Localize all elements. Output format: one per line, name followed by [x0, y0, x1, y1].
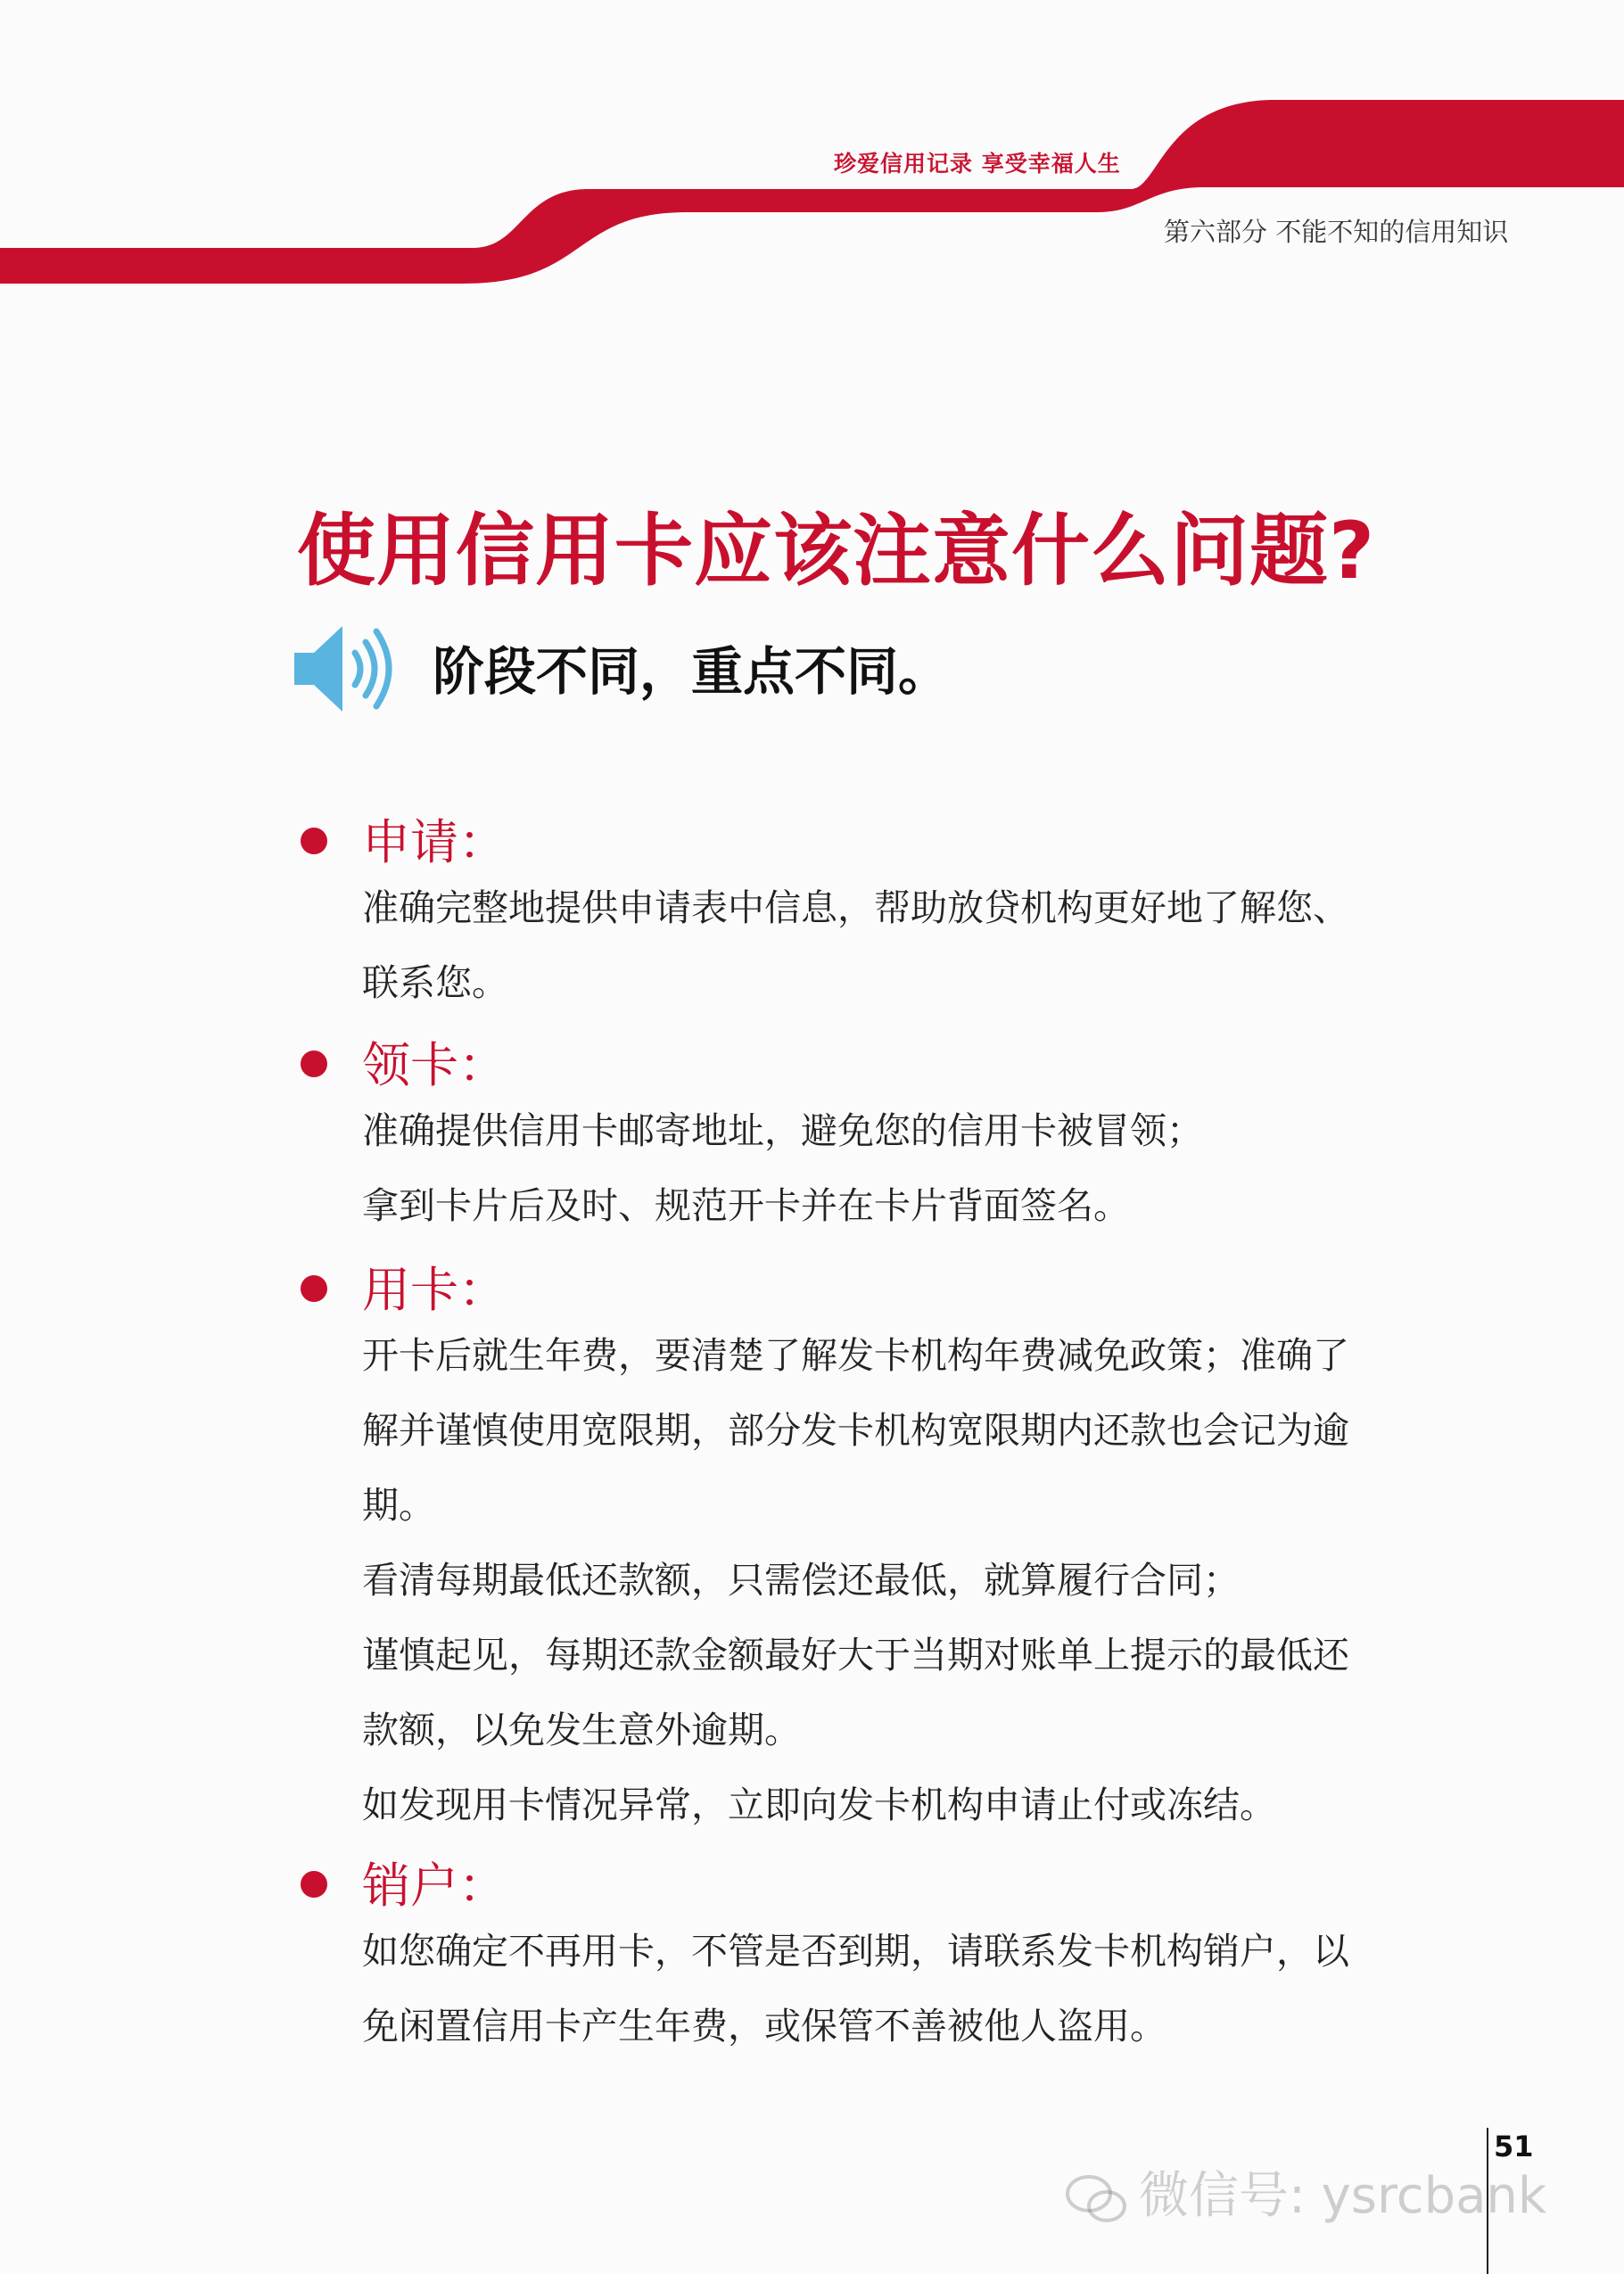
- bullet-dot: [301, 828, 327, 854]
- subtitle: 阶段不同，重点不同。: [433, 641, 951, 702]
- section-heading: 领卡：: [362, 1037, 507, 1093]
- header-slogan: 珍爱信用记录 享受幸福人生: [834, 151, 1121, 177]
- section-body: [362, 1914, 1349, 2064]
- page-title: 使用信用卡应该注意什么问题?: [297, 505, 1376, 597]
- body-line: 开卡后就生年费，要清楚了解发卡机构年费减免政策；准确了: [362, 1334, 1349, 1377]
- body-line: 免闲置信用卡产生年费，或保管不善被他人盗用。: [362, 2005, 1166, 2047]
- body-line: 期。: [362, 1484, 435, 1527]
- wechat-icon: [1066, 2174, 1128, 2224]
- body-line: 如您确定不再用卡，不管是否到期，请联系发卡机构销户，以: [362, 1930, 1349, 1973]
- bullet-dot: [301, 1050, 327, 1077]
- speaker-icon: [293, 621, 398, 717]
- section-heading: 销户：: [362, 1858, 507, 1914]
- section-body: [362, 1318, 1349, 1842]
- body-line: 如发现用卡情况异常，立即向发卡机构申请止付或冻结。: [362, 1784, 1276, 1826]
- bullet-dot: [301, 1871, 327, 1898]
- page-number: 51: [1494, 2130, 1534, 2163]
- bullet-dot: [301, 1275, 327, 1302]
- body-line: 款额，以免发生意外逾期。: [362, 1709, 801, 1751]
- body-line: 谨慎起见，每期还款金额最好大于当期对账单上提示的最低还: [362, 1634, 1349, 1677]
- body-line: 解并谨慎使用宽限期，部分发卡机构宽限期内还款也会记为逾: [362, 1409, 1349, 1452]
- section-body: [362, 870, 1349, 1020]
- watermark-text: 微信号: ysrcbank: [1139, 2167, 1547, 2225]
- body-line: 准确提供信用卡邮寄地址，避免您的信用卡被冒领；: [362, 1109, 1203, 1152]
- chapter-label: 第六部分 不能不知的信用知识: [1164, 217, 1509, 247]
- header-swoosh-band: [0, 0, 1624, 294]
- section-heading: 申请：: [362, 814, 507, 870]
- body-line: 准确完整地提供申请表中信息，帮助放贷机构更好地了解您、: [362, 886, 1349, 929]
- section-heading: 用卡：: [362, 1262, 507, 1318]
- body-line: 看清每期最低还款额，只需偿还最低，就算履行合同；: [362, 1559, 1240, 1602]
- section-body: [362, 1093, 1203, 1243]
- body-line: 联系您。: [362, 961, 508, 1004]
- body-line: 拿到卡片后及时、规范开卡并在卡片背面签名。: [362, 1184, 1130, 1227]
- watermark: [1066, 2156, 1546, 2228]
